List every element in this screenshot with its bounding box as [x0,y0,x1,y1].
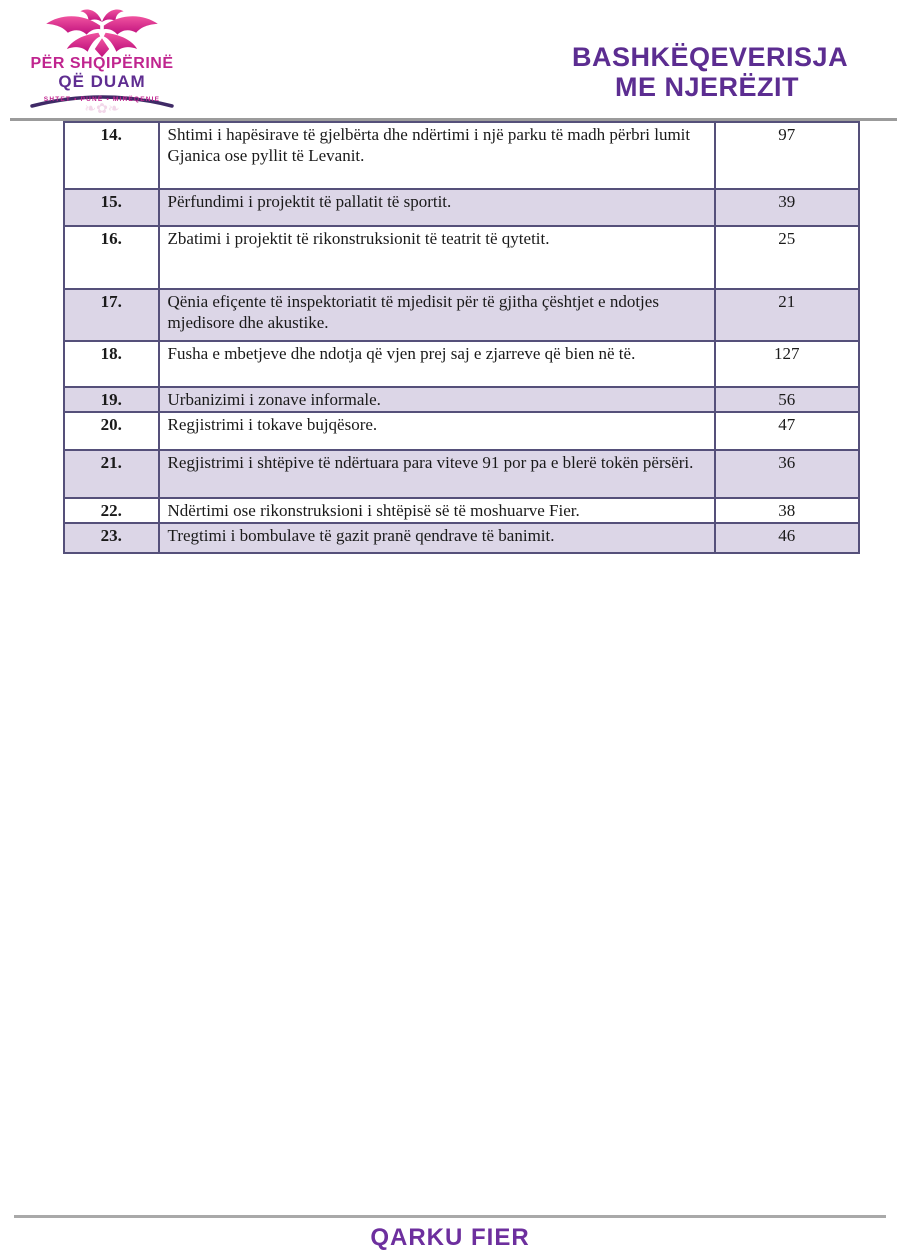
table-row [64,412,859,450]
header-title-line2: ME NJERËZIT [614,72,800,103]
results-table-body [64,122,859,553]
double-eagle-icon [39,4,165,58]
row-number: 17. [64,289,159,341]
row-number: 19. [64,387,159,412]
row-value: 46 [715,523,860,553]
row-value: 36 [715,450,860,498]
table-row [64,450,859,498]
row-description: Urbanizimi i zonave informale. [159,387,715,412]
footer-region-title: QARKU FIER [370,1224,530,1251]
table-row [64,498,859,523]
row-number: 23. [64,523,159,553]
page-header-title [572,42,849,103]
row-number: 18. [64,341,159,387]
row-value: 21 [715,289,860,341]
row-number: 20. [64,412,159,450]
row-number: 15. [64,189,159,226]
row-description: Tregtimi i bombulave të gazit pranë qendrave të banimit. [159,523,715,553]
row-description: Ndërtimi ose rikonstruksioni i shtëpisë së të moshuarve Fier. [159,498,715,523]
results-table [63,121,860,554]
row-description: Fusha e mbetjeve dhe ndotja që vjen prej saj e zjarreve që bien në të. [159,341,715,387]
table-row [64,122,859,189]
header-title-line1: BASHKËQEVERISJA [572,42,849,72]
table-row [64,289,859,341]
row-value: 38 [715,498,860,523]
row-value: 25 [715,226,860,289]
table-row [64,341,859,387]
row-number: 16. [64,226,159,289]
table-row [64,189,859,226]
campaign-logo [24,4,180,117]
row-description: Shtimi i hapësirave të gjelbërta dhe ndërtimi i një parku të madh përbri lumit Gjanica ose pyllit të Levanit. [159,122,715,189]
row-description: Qënia efiçente të inspektoriatit të mjedisit për të gjitha çështjet e ndotjes mjedisore dhe akustike. [159,289,715,341]
row-number: 14. [64,122,159,189]
row-value: 127 [715,341,860,387]
row-number: 21. [64,450,159,498]
row-number: 22. [64,498,159,523]
row-value: 97 [715,122,860,189]
row-value: 39 [715,189,860,226]
table-row [64,387,859,412]
row-value: 56 [715,387,860,412]
logo-slogan: SHTET • PUNË • MIRËQENIE [43,96,161,104]
row-description: Përfundimi i projektit të pallatit të sportit. [159,189,715,226]
logo-title-line2: QË DUAM [58,71,146,91]
logo-watermark-ornament: ❧✿❧ [84,100,120,117]
table-row [64,226,859,289]
row-description: Regjistrimi i tokave bujqësore. [159,412,715,450]
table-row [64,523,859,553]
logo-title-line1: PËR SHQIPËRINË [30,55,174,72]
footer-divider-line [14,1215,886,1218]
row-description: Regjistrimi i shtëpive të ndërtuara para viteve 91 por pa e blerë tokën përsëri. [159,450,715,498]
row-description: Zbatimi i projektit të rikonstruksionit të teatrit të qytetit. [159,226,715,289]
row-value: 47 [715,412,860,450]
